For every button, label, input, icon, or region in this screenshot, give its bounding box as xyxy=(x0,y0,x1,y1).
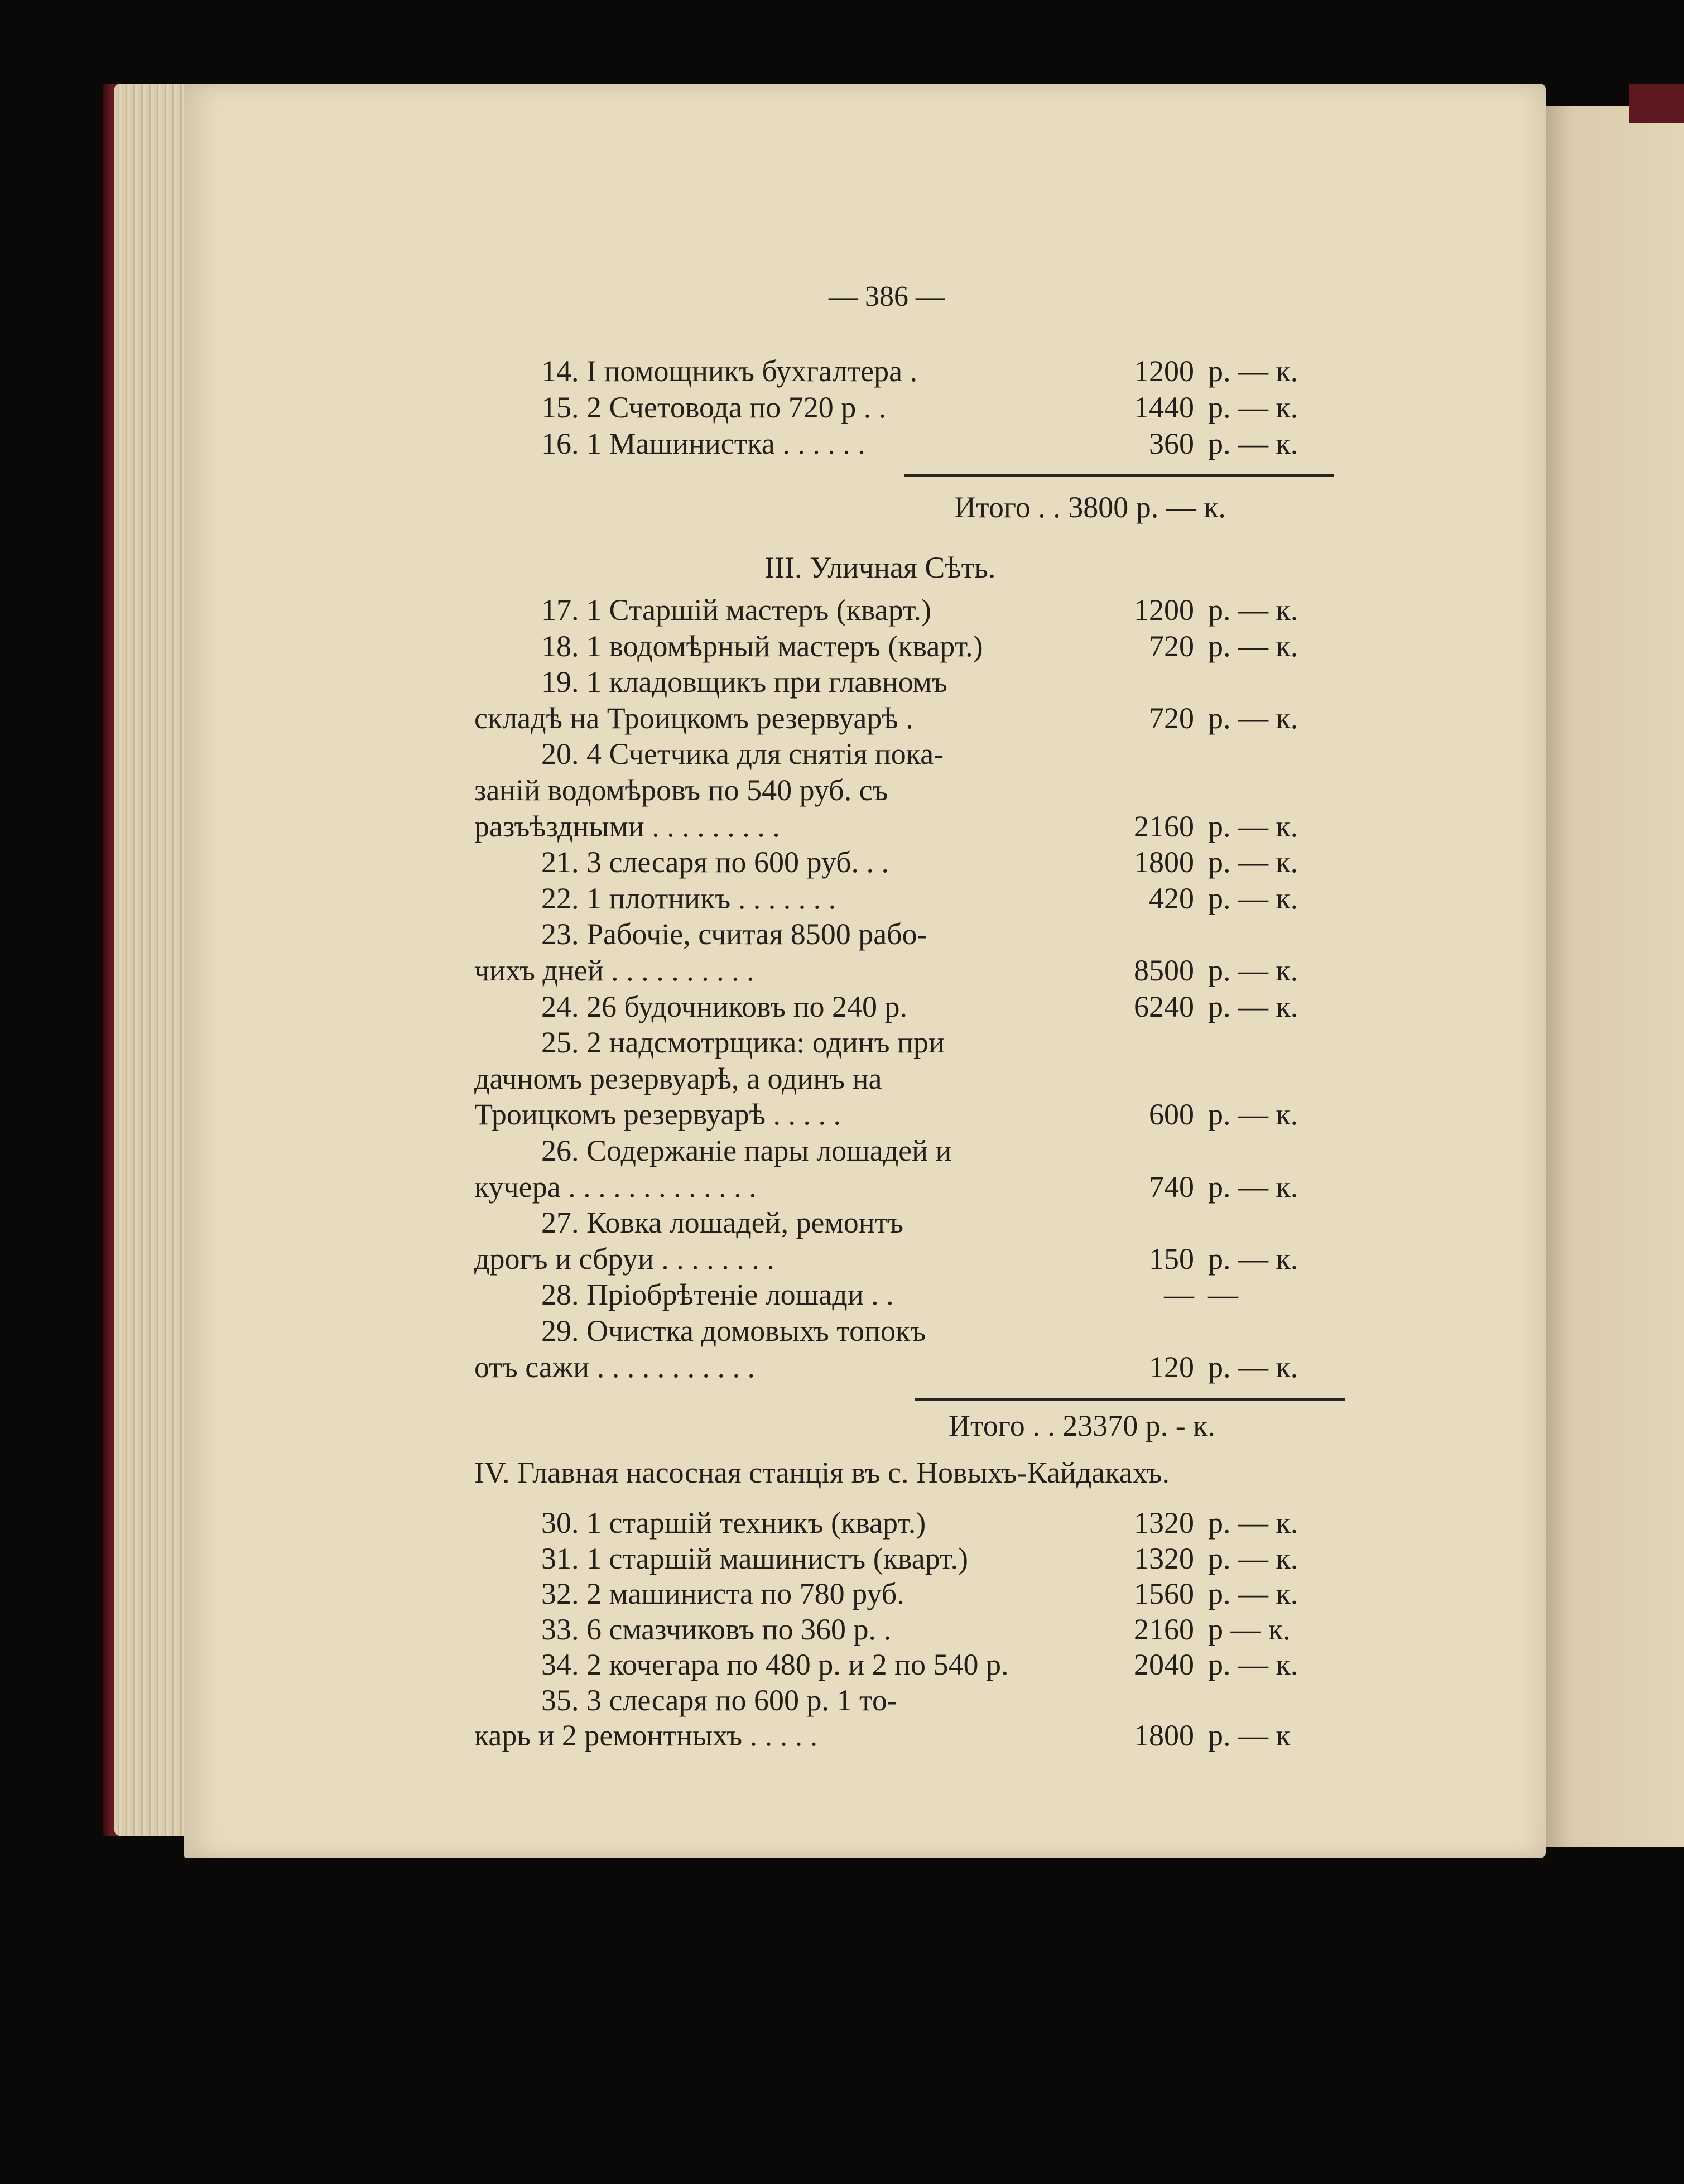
line-text: 16. 1 Машинистка . . . . . . xyxy=(541,427,865,460)
line-text: 15. 2 Счетовода по 720 р . . xyxy=(541,391,887,424)
line-text: чихъ дней . . . . . . . . . . xyxy=(474,954,754,987)
line-text: заній водомѣровъ по 540 руб. съ xyxy=(474,773,888,807)
currency-unit: р. — к. xyxy=(1208,354,1298,388)
currency-unit: р. — к. xyxy=(1208,1648,1298,1681)
line-text: 17. 1 Старшій мастеръ (кварт.) xyxy=(541,593,932,627)
line-text: 32. 2 машиниста по 780 руб. xyxy=(541,1577,904,1610)
line-text: 25. 2 надсмотрщика: одинъ при xyxy=(541,1026,945,1060)
section-3-total: Итого . . 23370 р. - к. xyxy=(949,1409,1215,1442)
currency-unit: р. — к. xyxy=(1208,391,1298,424)
amount: 420 xyxy=(1149,881,1194,915)
amount: 1320 xyxy=(1134,1541,1194,1575)
amount: 1440 xyxy=(1134,391,1194,424)
currency-unit: р. — к. xyxy=(1208,593,1298,627)
line-text: 27. Ковка лошадей, ремонтъ xyxy=(541,1206,904,1240)
currency-unit: р. — к. xyxy=(1208,989,1298,1023)
line-text: 14. I помощникъ бухгалтера . xyxy=(541,354,918,388)
amount: 1320 xyxy=(1134,1506,1194,1540)
amount: 1800 xyxy=(1134,1719,1194,1752)
amount: 2160 xyxy=(1134,809,1194,843)
amount: 1200 xyxy=(1134,354,1194,388)
amount: 600 xyxy=(1149,1098,1194,1132)
line-text: 35. 3 слесаря по 600 р. 1 то- xyxy=(541,1683,897,1717)
line-text: 20. 4 Счетчика для снятія пока- xyxy=(541,737,944,771)
line-text: 34. 2 кочегара по 480 р. и 2 по 540 р. xyxy=(541,1648,1009,1681)
line-text: 21. 3 слесаря по 600 руб. . . xyxy=(541,845,889,879)
section-3-heading: III. Уличная Сѣть. xyxy=(764,551,996,584)
currency-unit: р. — к. xyxy=(1208,881,1298,915)
line-text: 31. 1 старшій машинистъ (кварт.) xyxy=(541,1541,968,1575)
amount: 120 xyxy=(1149,1350,1194,1384)
line-text: 29. Очистка домовыхъ топокъ xyxy=(541,1314,926,1348)
line-text: 18. 1 водомѣрный мастеръ (кварт.) xyxy=(541,629,983,663)
line-text: 23. Рабочіе, считая 8500 рабо- xyxy=(541,917,927,951)
line-text: 24. 26 будочниковъ по 240 р. xyxy=(541,989,908,1023)
currency-unit: р. — к. xyxy=(1208,427,1298,460)
line-text: кучера . . . . . . . . . . . . . xyxy=(474,1170,757,1204)
amount: 2040 xyxy=(1134,1648,1194,1681)
amount: 360 xyxy=(1149,427,1194,460)
line-text: Троицкомъ резервуарѣ . . . . . xyxy=(474,1098,841,1132)
currency-unit: р. — к. xyxy=(1208,1242,1298,1276)
currency-unit: р. — к. xyxy=(1208,701,1298,735)
amount: 720 xyxy=(1149,701,1194,735)
line-text: разъѣздными . . . . . . . . . xyxy=(474,809,780,843)
line-text: дрогъ и сбруи . . . . . . . . xyxy=(474,1242,774,1276)
line-text: складѣ на Троицкомъ резервуарѣ . xyxy=(474,701,913,735)
page-number: — 386 — xyxy=(829,281,945,312)
total-rule-1 xyxy=(904,474,1334,477)
line-text: 26. Содержаніе пары лошадей и xyxy=(541,1134,952,1167)
currency-unit: р. — к. xyxy=(1208,809,1298,843)
amount: — xyxy=(1164,1278,1194,1312)
line-text: 28. Пріобрѣтеніе лошади . . xyxy=(541,1278,894,1312)
line-text: 19. 1 кладовщикъ при главномъ xyxy=(541,665,947,699)
currency-unit: р. — к. xyxy=(1208,1170,1298,1204)
line-text: 22. 1 плотникъ . . . . . . . xyxy=(541,881,836,915)
currency-unit: — xyxy=(1208,1278,1238,1312)
currency-unit: р. — к. xyxy=(1208,1541,1298,1575)
amount: 1200 xyxy=(1134,593,1194,627)
facing-page xyxy=(1543,106,1684,1847)
amount: 1800 xyxy=(1134,845,1194,879)
amount: 2160 xyxy=(1134,1612,1194,1646)
currency-unit: р. — к. xyxy=(1208,1350,1298,1384)
amount: 1560 xyxy=(1134,1577,1194,1610)
amount: 740 xyxy=(1149,1170,1194,1204)
currency-unit: р. — к. xyxy=(1208,629,1298,663)
currency-unit: р. — к xyxy=(1208,1719,1291,1752)
section-4-heading: IV. Главная насосная станція въ с. Новыхъ-Кайдакахъ. xyxy=(474,1456,1170,1489)
currency-unit: р — к. xyxy=(1208,1612,1291,1646)
currency-unit: р. — к. xyxy=(1208,1098,1298,1132)
amount: 150 xyxy=(1149,1242,1194,1276)
line-text: отъ сажи . . . . . . . . . . . xyxy=(474,1350,756,1384)
line-text: 33. 6 смазчиковъ по 360 р. . xyxy=(541,1612,892,1646)
line-text: карь и 2 ремонтныхъ . . . . . xyxy=(474,1719,818,1752)
line-text: 30. 1 старшій техникъ (кварт.) xyxy=(541,1506,926,1540)
amount: 6240 xyxy=(1134,989,1194,1023)
amount: 8500 xyxy=(1134,954,1194,987)
currency-unit: р. — к. xyxy=(1208,1506,1298,1540)
currency-unit: р. — к. xyxy=(1208,845,1298,879)
section-2-total: Итого . . 3800 р. — к. xyxy=(954,490,1226,524)
amount: 720 xyxy=(1149,629,1194,663)
currency-unit: р. — к. xyxy=(1208,1577,1298,1610)
total-rule-2 xyxy=(915,1398,1345,1401)
book-cover-corner xyxy=(1629,84,1684,123)
line-text: дачномъ резервуарѣ, а одинъ на xyxy=(474,1061,882,1095)
currency-unit: р. — к. xyxy=(1208,954,1298,987)
